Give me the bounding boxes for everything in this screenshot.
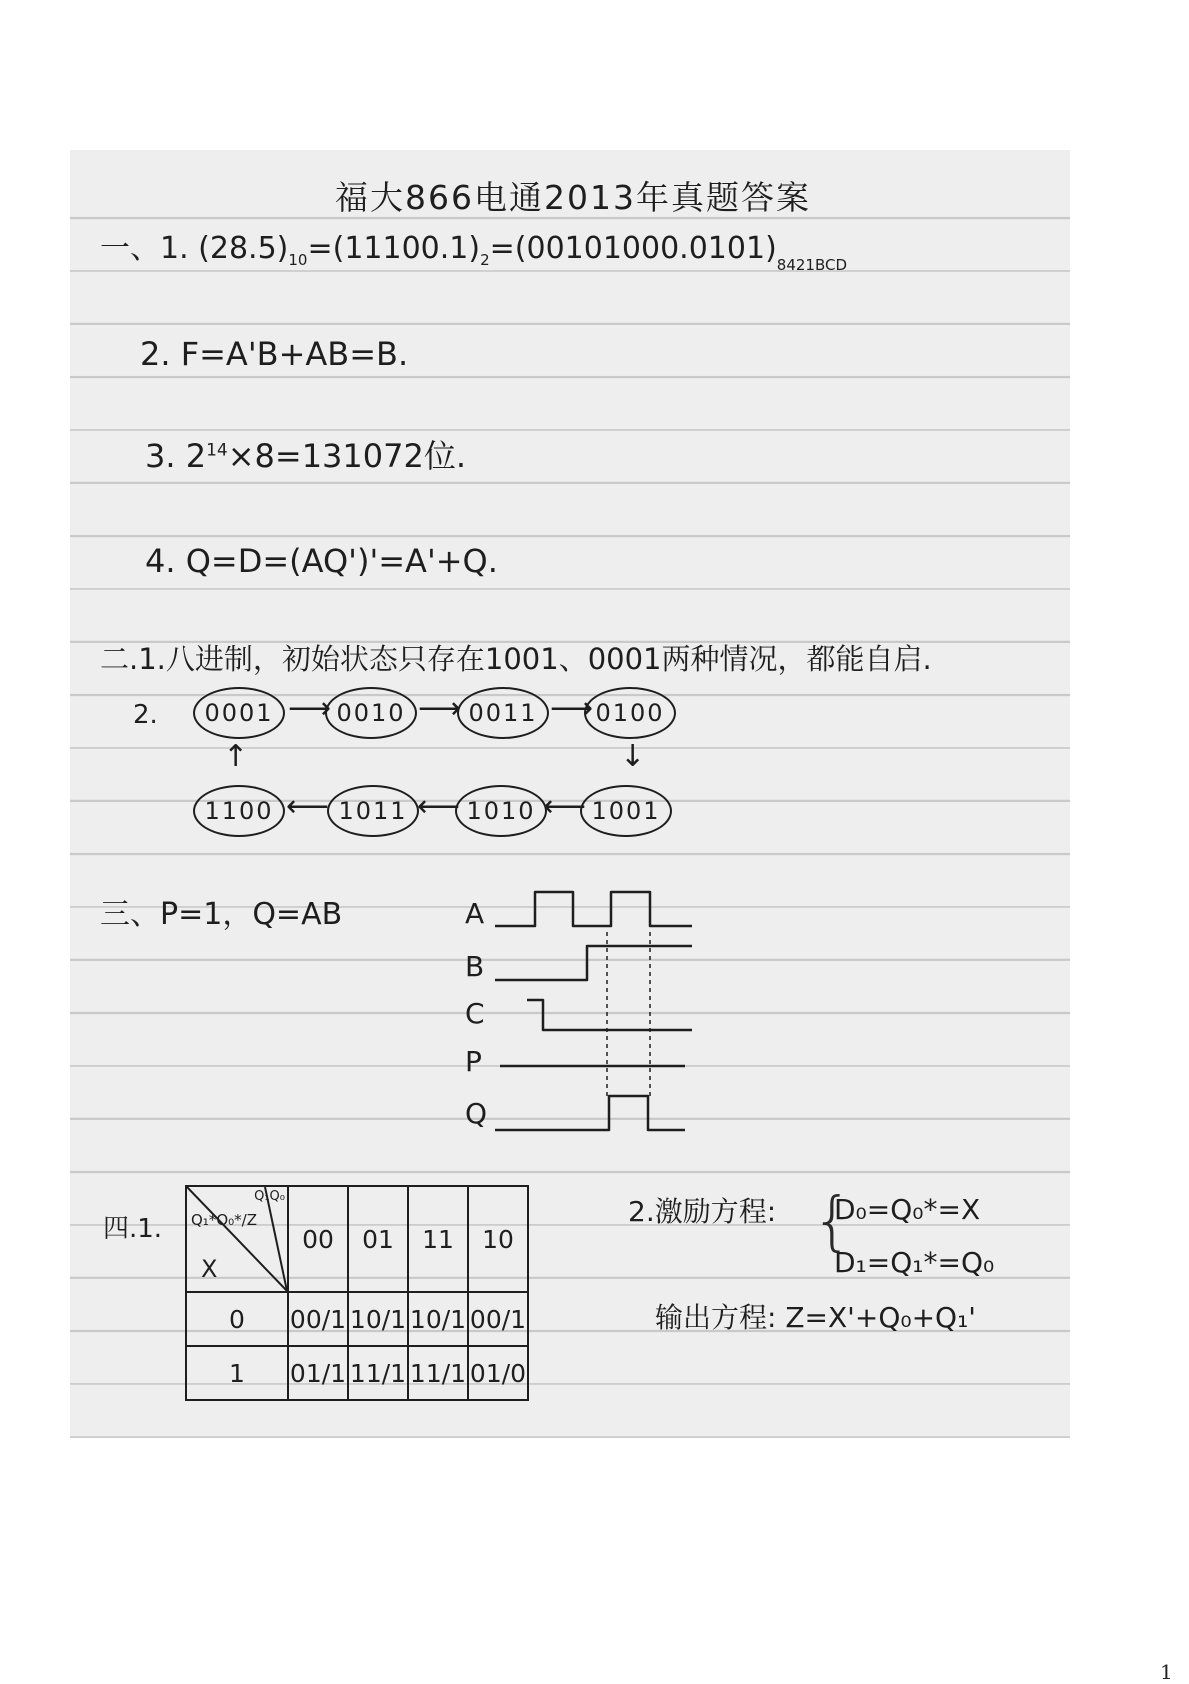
row-input: 1 [186, 1346, 288, 1400]
waveform-c [527, 1000, 692, 1030]
answer-1-3-rest: ×8=131072位. [227, 437, 467, 475]
table-cell: 00/1 [288, 1292, 348, 1346]
state-node: 1011 [327, 785, 419, 837]
state-table-corner [186, 1186, 288, 1292]
timing-diagram [455, 878, 705, 1168]
arrow-right-icon: ⟶ [550, 691, 594, 726]
table-cell: 11/1 [348, 1346, 408, 1400]
arrow-left-icon: ⟵ [543, 789, 587, 824]
signal-label-a: A [465, 897, 485, 930]
header-present-state: Q₁Q₀ [254, 1189, 285, 1204]
equation-d1: D₁=Q₁*=Q₀ [834, 1246, 995, 1279]
bcd-value: (00101000.0101) [514, 231, 777, 266]
answer-1-3-exponent: 14 [206, 440, 228, 461]
column-header: 01 [348, 1186, 408, 1292]
table-row [186, 1292, 528, 1346]
binary-value: (11100.1) [332, 231, 481, 266]
answer-3: 三、P=1，Q=AB [100, 897, 343, 932]
decimal-base: 10 [288, 251, 308, 269]
answer-4-1-label: 四.1. [103, 1214, 163, 1244]
state-node: 0100 [584, 687, 676, 739]
brace-icon: { [812, 1185, 853, 1259]
state-table [185, 1185, 529, 1401]
arrow-right-icon: ⟶ [288, 691, 332, 726]
signal-label-q: Q [465, 1097, 488, 1130]
decimal-value: (28.5) [198, 231, 289, 266]
page-number: 1 [1160, 1660, 1173, 1684]
answer-2-2-label: 2. [133, 700, 158, 730]
column-header: 00 [288, 1186, 348, 1292]
arrow-left-icon: ⟵ [286, 789, 330, 824]
excitation-label: 2.激励方程: [628, 1195, 777, 1228]
table-cell: 10/1 [408, 1292, 468, 1346]
state-node: 0001 [193, 687, 285, 739]
row-input: 0 [186, 1292, 288, 1346]
equals-sign: = [489, 231, 515, 266]
column-header: 10 [468, 1186, 528, 1292]
binary-base: 2 [480, 251, 490, 269]
bcd-base: 8421BCD [776, 256, 848, 274]
header-input: X [201, 1255, 218, 1283]
signal-label-p: P [465, 1045, 482, 1078]
state-node: 1001 [580, 785, 672, 837]
header-next-state: Q₁*Q₀*/Z [191, 1211, 257, 1229]
state-node: 1100 [193, 785, 285, 837]
arrow-left-icon: ⟵ [417, 789, 461, 824]
table-cell: 00/1 [468, 1292, 528, 1346]
answer-1-3-base: 3. 2 [145, 437, 207, 475]
state-node: 0010 [325, 687, 417, 739]
answer-1-1 [100, 231, 848, 274]
table-cell: 01/0 [468, 1346, 528, 1400]
table-cell: 10/1 [348, 1292, 408, 1346]
waveform-q [495, 1096, 685, 1130]
waveform-b [495, 946, 692, 980]
table-row [186, 1346, 528, 1400]
answer-1-3 [145, 437, 467, 475]
page-title: 福大866电通2013年真题答案 [335, 178, 811, 217]
signal-label-c: C [465, 997, 485, 1030]
arrow-right-icon: ⟶ [418, 691, 462, 726]
state-node: 1010 [455, 785, 547, 837]
arrow-down-icon: ↓ [620, 739, 646, 774]
state-node: 0011 [457, 687, 549, 739]
equals-sign: = [307, 231, 333, 266]
answer-1-2: 2. F=A'B+AB=B. [140, 335, 409, 373]
equation-d0: D₀=Q₀*=X [834, 1193, 981, 1226]
answer-2-1: 二.1.八进制，初始状态只存在1001、0001两种情况，都能自启. [100, 642, 932, 676]
signal-label-b: B [465, 950, 485, 983]
table-cell: 01/1 [288, 1346, 348, 1400]
output-equation: 输出方程: Z=X'+Q₀+Q₁' [655, 1301, 977, 1334]
column-header: 11 [408, 1186, 468, 1292]
answer-1-1-prefix: 一、1. [100, 231, 189, 266]
arrow-up-icon: ↑ [223, 739, 249, 774]
waveform-a [495, 892, 692, 926]
table-cell: 11/1 [408, 1346, 468, 1400]
answer-1-4: 4. Q=D=(AQ')'=A'+Q. [145, 542, 498, 580]
